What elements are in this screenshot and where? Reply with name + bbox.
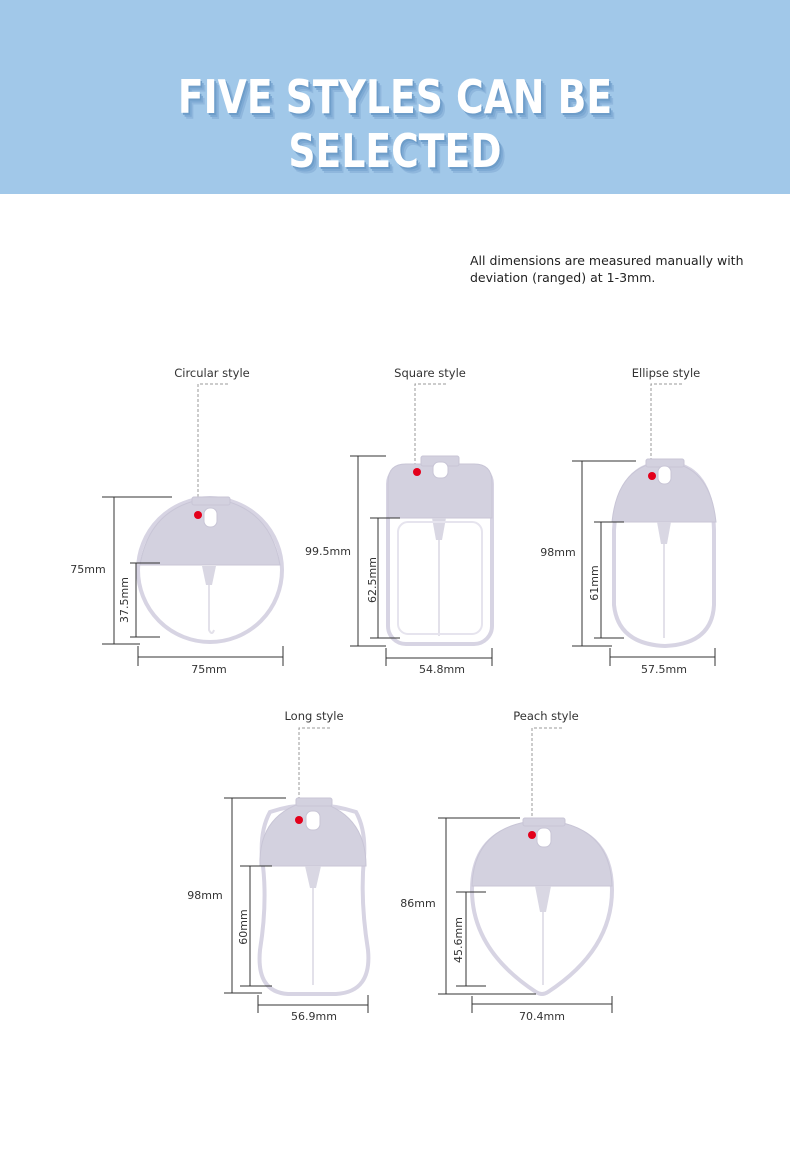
circular-bottle-nozzle — [192, 497, 230, 505]
ellipse-marker-dot — [648, 472, 656, 480]
circular-width-label: 75mm — [191, 663, 227, 676]
long-bottle-nozzle — [296, 798, 332, 806]
banner-title: FIVE STYLES CAN BE SELECTED — [177, 70, 613, 178]
long-liquid-label: 60mm — [237, 909, 250, 945]
long-style-figure — [187, 709, 368, 1023]
long-marker-dot — [295, 816, 303, 824]
measurement-note: All dimensions are measured manually with deviation (ranged) at 1-3mm. — [470, 253, 744, 285]
peach-liquid-label: 45.6mm — [452, 917, 465, 963]
square-leader-line — [415, 384, 446, 467]
long-style-label: Long style — [284, 709, 344, 723]
peach-height-label: 86mm — [400, 897, 436, 910]
peach-style-label: Peach style — [513, 709, 579, 723]
circular-style-figure — [70, 366, 283, 676]
peach-style-figure — [400, 709, 612, 1023]
long-height-label: 98mm — [187, 889, 223, 902]
ellipse-width-label: 57.5mm — [641, 663, 687, 676]
circular-liquid-label: 37.5mm — [118, 577, 131, 623]
circular-style-label: Circular style — [174, 366, 250, 380]
peach-bottle-nozzle — [523, 818, 565, 826]
circular-leader-line — [198, 384, 228, 512]
square-style-label: Square style — [394, 366, 466, 380]
ellipse-style-label: Ellipse style — [631, 366, 701, 380]
square-width-label: 54.8mm — [419, 663, 465, 676]
peach-marker-dot — [528, 831, 536, 839]
ellipse-leader-line — [651, 384, 682, 468]
peach-leader-line — [532, 728, 562, 830]
square-height-label: 99.5mm — [305, 545, 351, 558]
peach-width-label: 70.4mm — [519, 1010, 565, 1023]
circular-marker-dot — [194, 511, 202, 519]
ellipse-liquid-label: 61mm — [588, 565, 601, 601]
square-bottle-button — [433, 462, 448, 478]
circular-bottle-button — [204, 508, 217, 527]
ellipse-style-figure — [540, 366, 716, 676]
square-marker-dot — [413, 468, 421, 476]
square-liquid-label: 62.5mm — [366, 557, 379, 603]
circular-height-label: 75mm — [70, 563, 106, 576]
peach-bottle-button — [537, 828, 551, 847]
long-bottle-button — [306, 811, 320, 830]
square-style-figure — [305, 366, 492, 676]
long-width-label: 56.9mm — [291, 1010, 337, 1023]
ellipse-height-label: 98mm — [540, 546, 576, 559]
ellipse-bottle-button — [658, 466, 671, 484]
